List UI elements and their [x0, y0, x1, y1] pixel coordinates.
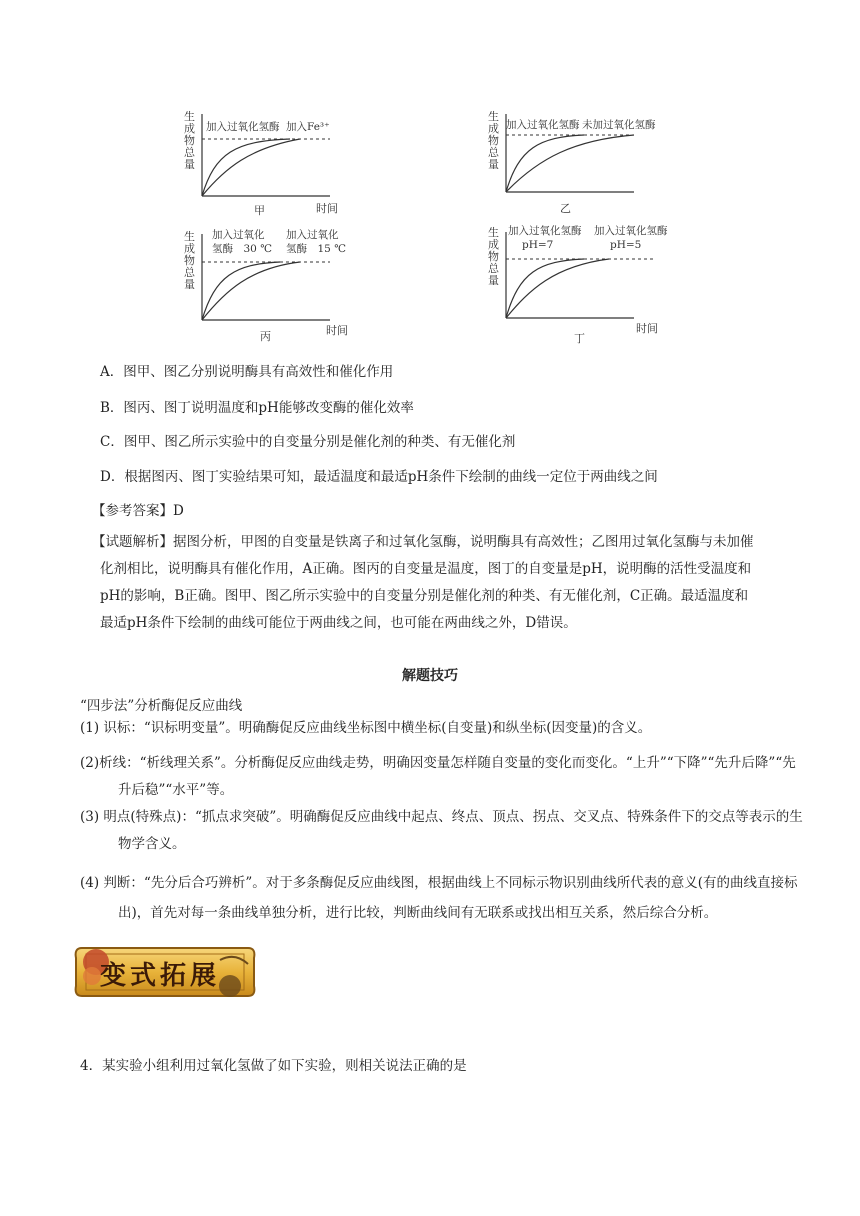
- label-ph7-line1: 加入过氧化氢酶: [508, 225, 582, 237]
- y-label-char: 物: [184, 254, 195, 267]
- graph-bing: [180, 226, 380, 350]
- caption: 丙: [260, 330, 271, 343]
- y-label-char: 成: [184, 122, 195, 135]
- reference-answer: 【参考答案】D: [92, 503, 184, 519]
- option-b: B．图丙、图丁说明温度和pH能够改变酶的催化效率: [100, 400, 414, 416]
- variant-extension-banner: [70, 930, 260, 1014]
- tips-step-2: (2)析线：“析线理关系”。分析酶促反应曲线走势，明确因变量怎样随自变量的变化而变化。“上升”“下降”“先升后降”“先升后稳”“水平”等。: [80, 755, 796, 798]
- y-label-char: 生: [488, 226, 499, 239]
- label-ph7-line2: pH=7: [522, 239, 554, 251]
- caption: 甲: [254, 204, 265, 217]
- label-ph5-line1: 加入过氧化氢酶: [594, 225, 668, 237]
- x-label: 时间: [316, 202, 338, 215]
- label-15c-line2: 氢酶 15 ℃: [286, 243, 346, 255]
- y-label-char: 生: [488, 110, 499, 123]
- label-no-enzyme: 未加过氧化氢酶: [582, 119, 656, 131]
- option-a: A．图甲、图乙分别说明酶具有高效性和催化作用: [100, 364, 394, 380]
- y-label-char: 物: [184, 134, 195, 147]
- label-30c-line2: 氢酶 30 ℃: [212, 243, 272, 255]
- tips-step-1: (1) 识标：“识标明变量”。明确酶促反应曲线坐标图中横坐标(自变量)和纵坐标(因变量)的含义。: [80, 720, 652, 736]
- option-d: D．根据图丙、图丁实验结果可知，最适温度和最适pH条件下绘制的曲线一定位于两曲线之间: [100, 469, 658, 485]
- y-label-char: 量: [184, 278, 195, 291]
- label-30c-line1: 加入过氧化: [212, 229, 265, 241]
- tips-title: 解题技巧: [402, 668, 458, 684]
- tips-step-4: (4) 判断：“先分后合巧辨析”。对于多条酶促反应曲线图，根据曲线上不同标示物识别曲线所代表的意义(有的曲线直接标出)，首先对每一条曲线单独分析，进行比较，判断曲线间有无联系或找出相互关系，然后综合分析。: [80, 875, 798, 921]
- y-label-char: 总: [488, 146, 499, 159]
- label-15c-line1: 加入过氧化: [286, 229, 339, 241]
- banner-title: 变式拓展: [100, 961, 221, 991]
- x-label: 时间: [326, 324, 348, 337]
- y-label-char: 量: [184, 158, 195, 171]
- y-label-char: 总: [488, 262, 499, 275]
- caption: 乙: [560, 202, 571, 215]
- y-label-char: 总: [184, 146, 195, 159]
- label-enzyme: 加入过氧化氢酶: [506, 119, 580, 131]
- tips-step-3: (3) 明点(特殊点)：“抓点求突破”。明确酶促反应曲线中起点、终点、顶点、拐点、交叉点、特殊条件下的交点等表示的生物学含义。: [80, 809, 803, 852]
- tips-intro: “四步法”分析酶促反应曲线: [80, 698, 243, 714]
- y-label-char: 物: [488, 250, 499, 263]
- label-fe: 加入Fe³⁺: [286, 121, 330, 133]
- y-label-char: 成: [184, 242, 195, 255]
- graph-jia: [180, 108, 380, 222]
- y-label-char: 成: [488, 122, 499, 135]
- question-4: 4．某实验小组利用过氧化氢做了如下实验，则相关说法正确的是: [80, 1058, 467, 1074]
- graph-ding: [484, 222, 684, 350]
- y-label-char: 生: [184, 230, 195, 243]
- option-c: C．图甲、图乙所示实验中的自变量分别是催化剂的种类、有无催化剂: [100, 434, 516, 450]
- y-label-char: 生: [184, 110, 195, 123]
- analysis-paragraph: 【试题解析】据图分析，甲图的自变量是铁离子和过氧化氢酶，说明酶具有高效性；乙图用过氧化氢酶与未加催化剂相比，说明酶具有催化作用，A正确。图丙的自变量是温度，图丁的自变量是pH，说明酶的活性受温度和pH的影响，B正确。图甲、图乙所示实验中的自变量分别是催化剂的种类、有无催化剂，C正确。最适温度和最适pH条件下绘制的曲线可能位于两曲线之间，也可能在两曲线之外，D错误。: [92, 534, 754, 631]
- y-label-char: 总: [184, 266, 195, 279]
- x-label: 时间: [636, 322, 658, 335]
- graph-yi: [484, 108, 684, 222]
- y-label-char: 量: [488, 274, 499, 287]
- y-label-char: 量: [488, 158, 499, 171]
- y-label-char: 物: [488, 134, 499, 147]
- caption: 丁: [574, 332, 585, 345]
- label-ph5-line2: pH=5: [610, 239, 642, 251]
- y-label-char: 成: [488, 238, 499, 251]
- label-enzyme: 加入过氧化氢酶: [206, 121, 280, 133]
